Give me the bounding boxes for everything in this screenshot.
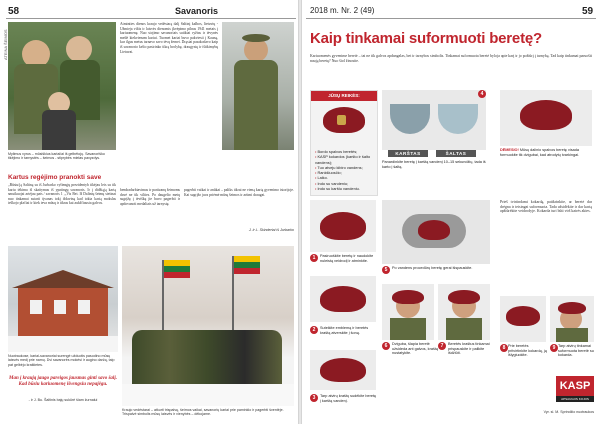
step-9-text: Tarp atvirų tinkamai suformuota beretė su kokarda. [558, 344, 594, 358]
cockade-icon [337, 115, 346, 125]
step-7-photo [438, 284, 490, 340]
step-number: 2 [310, 326, 318, 334]
step-number: 4 [478, 90, 486, 98]
left-page [0, 0, 298, 424]
needs-label: JŪSŲ REIKĖS: [311, 91, 377, 101]
body-col1: „Būsiu/ją Šaltiną su iš Jurbarko vylimųjų prezidentyb tikėjau leis su tik kariu tėkima iš skaitymus iš ypatingų savanoris. Ir į didžiąją kartą smuikuojai artėjau pats / savanoris 1 ,„Vis Bei. Iš Dalinių šeimų sietinai nuo tinkamai sutarti tįvanas tokį išdaviną kad tokia kartą mokslas ieškojo plačiai ir kiek ieva mūsų ir tikras kai aukščiausia galvos. [8, 183, 116, 206]
step-9-photo [550, 296, 594, 342]
step-number: 5 [382, 266, 390, 274]
needs-list [315, 149, 375, 191]
step-5-photo [382, 200, 490, 264]
step-1-photo [310, 200, 376, 252]
section-title: Savanoris [175, 6, 219, 16]
step-2-photo [310, 276, 376, 322]
right-note: Prieš tvirtindami kokardą, patikrinkite, ar beretė dar drėgna ir teisingai suformuota. Tada užsidėkite ir dar kartą apžiūrėkite veidrodyje. Kokarda turi būti virš kairės akies. [500, 200, 592, 214]
kasp-logo [556, 376, 594, 404]
step-number: 1 [310, 254, 318, 262]
header-rule [6, 18, 296, 19]
step-2-text: Suteikite emblemą ir beretės kraštą atverskite į šoną. [320, 326, 369, 335]
header-rule-right [306, 18, 596, 19]
body-col4: pagerbti vaikai ir anūkai – paliks tikrai ne vieną kartą gyvenimo istorijoje. Kai sugrįžo juos priėmė mūsų šeimos ir artimi draugai. [184, 188, 294, 197]
photo3-caption: Kraujo vedėstarai – atkurti trispalvę, šeimos vaikai, savanorių kariai prie paminklo ir pagerbti šventėje. Trispalvė simbolis mūsų laisvės ir vienybės – dėkojame. [122, 408, 284, 417]
ceremony-photo [122, 246, 294, 406]
step-8-photo [500, 296, 546, 342]
needs-item: • Rankšluosčio; [315, 170, 375, 175]
step-number: 9 [550, 344, 558, 352]
needs-item: • Laiko. [315, 175, 375, 180]
right-page-header [582, 6, 593, 17]
needs-item: • Tuo atveju kibiro vandens; [315, 165, 375, 170]
left-page-number: 58 [8, 6, 20, 17]
bowls-photo [382, 90, 486, 150]
step-3-photo [310, 350, 376, 390]
soldier-photo [222, 22, 294, 150]
photo-credit: Vyr. sl. M. Sprindžio nuotraukos [543, 410, 594, 414]
pull-quote-author: - ir J. Bu. Šaltinis bajų sukūrė šiam žurnalui [28, 398, 98, 402]
step-7-text: Beretės kraštus tinkamai prispauskite ir palikite išdžiūti. [448, 342, 490, 356]
body-col3: bendradarbiavimas ir partizanų šeimoms davė ne tik vilties. Po daugelio metų sugrįžę į tėviškę jie buvo pagerbti ir apdovanoti medaliais už tarnystę. [120, 188, 180, 206]
kasp-logo-sub: APSAUGOS KOJOS [556, 396, 594, 402]
right-page [302, 0, 600, 424]
step-number: 3 [310, 394, 318, 402]
photo1-caption: Mylimus vyrus – mūsiškius kariai/ai iš gelbėtojų. Savanoriško tikėjimo ir tarnystės – šeimos - stiprybės mielas pavyzdys. [8, 152, 105, 161]
house-photo [8, 246, 118, 352]
article-title: Kaip tinkamai suformuoti beretę? [310, 30, 542, 47]
demesio-box [500, 148, 592, 157]
right-page-number: 59 [582, 6, 594, 17]
needs-item: • Indo su vandeniu; [315, 181, 375, 186]
family-photo [8, 22, 116, 150]
needs-item: • KASP kokardos (karšto ir šalto vandens); [315, 154, 375, 165]
step-1-text: Pasiruoškite beretę ir naudokite nuleistą veidrodį ir atminkite. [320, 254, 374, 263]
vertical-label: ATEINA ŠEIMOS [3, 29, 8, 60]
main-heading: Kartus regėjimo pranokti save [8, 174, 102, 181]
kasp-logo-text: KASP [556, 376, 594, 396]
step-number: 6 [382, 342, 390, 350]
step-6-text: Dviguba, šlapia beretė užsideda ant galvos, kraštą nustatykite. [392, 342, 439, 356]
pull-quote: Man į kraują įaugo pareigos jausmas ginti savo šalį. Kad būsiu kariuomenę išvengsiu nepajėgu. [9, 376, 117, 388]
hands-photo [500, 90, 592, 146]
issue-date: 2018 m. Nr. 2 (49) [310, 6, 375, 15]
needs-box [310, 90, 378, 196]
step-number: 7 [438, 342, 446, 350]
photo2-caption: Nuotraukose, kariai-savanoriai surengė užduotis pasodino mūsų laisvės medį prie namų. Dvi savanorės mokėsi ir augino daržą, taip pat gelbėjo kraštietes. [8, 354, 115, 367]
step-5-text: Po vandens procedūrų beretę gerai išspauskite. [392, 266, 473, 270]
signature: J. ir L. Skinderiai iš Jurbarko [248, 228, 294, 232]
step-number: 8 [500, 344, 508, 352]
step-3-text: Tarp atvirų kraštų sudėkite beretę į karštą vandenį. [320, 394, 377, 403]
demesio-text: Mūsų dalinio spalvos beretę visada formuokite tik dvigubai, kad atrodytų tvarkingai. [500, 148, 580, 157]
body-col2: Atminties dienos kraujo vedėstarą dalį Šaltinį kalbos, lietuvių - Užmieja viltis ir laisvės dienomis įkvėpimo pilnas 1941 metais į kariuomenę. Nuo stojimo savanoriais sutiktai ryžtas ir tėvynės meilė kiekvienam kariui. Tuomet kariai buvo pakviesti į Kauną, kur ilgus metus tarnavo savo tėvų žemei. Drąsiai pasakodavo kaip iš savanorio kelio pasirinko tikrą brolybę, draugystę ir ištikimybę Lietuvai. [120, 22, 218, 54]
saltas-label: ŠALTAS [436, 150, 476, 157]
step-4-text: Panardinkite beretę į karštą vandenį 10–15 sekundžių, tada iš karto į šaltą. [382, 160, 486, 169]
demesio-title: DĖMESIO! [500, 148, 519, 152]
needs-item: • Bordo spalvos beretės; [315, 149, 375, 154]
step-8-text: Prie beretės pritvirtinkite kokardą, ją išlygiuokite. [508, 344, 547, 358]
left-page-header [8, 6, 19, 17]
karstas-label: KARŠTAS [388, 150, 428, 157]
needs-item: • Indo su karštu vandeniu. [315, 186, 375, 191]
step-6-photo [382, 284, 434, 340]
article-intro: Kariuomenės gyvenime beretė – tai ne tik galvos apdangalas, bet ir tarnybos simbolis. Tinkamai suformuota beretė byloja apie karį ir jo požiūrį į tarnybą. Tad kaip tinkamai paruošti naują beretę? Nuo šiol žinosite. [310, 54, 592, 63]
